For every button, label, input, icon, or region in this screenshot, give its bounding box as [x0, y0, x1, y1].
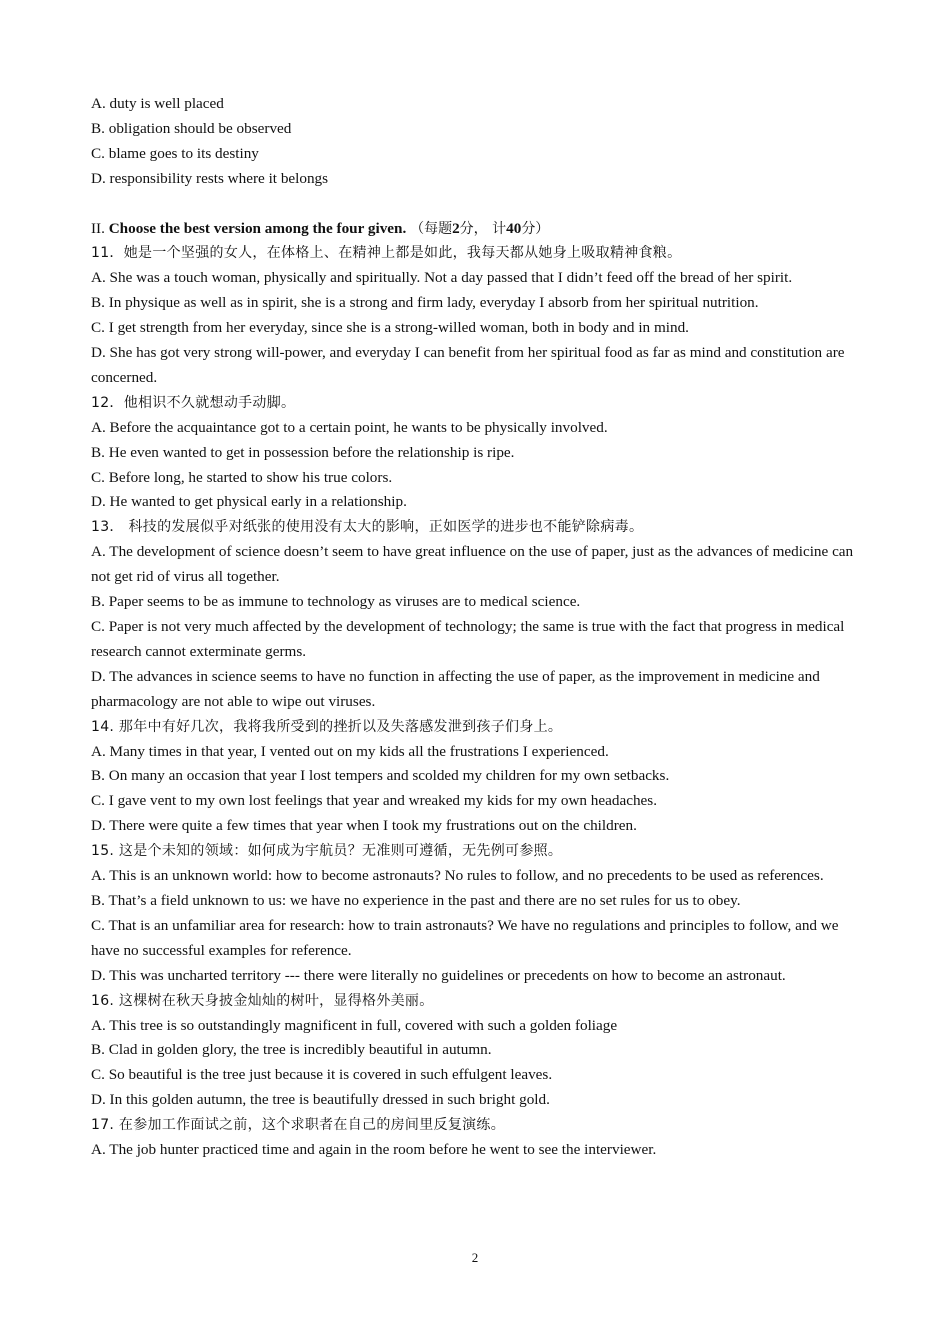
question-prompt: 16. 这棵树在秋天身披金灿灿的树叶，显得格外美丽。: [91, 992, 434, 1009]
option-a: A. duty is well placed: [91, 95, 224, 112]
answer-option: C. So beautiful is the tree just because it is covered in such effulgent leaves.: [91, 1066, 553, 1084]
answer-option: B. On many an occasion that year I lost tempers and scolded my children for my own setbacks.: [91, 767, 670, 785]
answer-option: A. The job hunter practiced time and again in the room before he went to see the interviewer.: [91, 1141, 657, 1159]
answer-option: C. I get strength from her everyday, since she is a strong-willed woman, both in body and in mind.: [91, 319, 689, 337]
option-c: C. blame goes to its destiny: [91, 144, 259, 162]
section-title: Choose the best version among the four given.: [108, 219, 407, 237]
answer-option: D. The advances in science seems to have no function in affecting the use of paper, as the improvement in medicine and pharmacology are not able to wipe out viruses.: [91, 667, 820, 710]
question-prompt: 12．他相识不久就想动手动脚。: [91, 394, 296, 411]
option-b: B. obligation should be observed: [91, 119, 292, 137]
question-16: [91, 989, 861, 1114]
answer-option: D. He wanted to get physical early in a relationship.: [91, 493, 407, 511]
question-prompt: 15. 这是个未知的领域：如何成为宇航员？无准则可遵循，无先例可参照。: [91, 843, 563, 860]
answer-option: B. Paper seems to be as immune to technology as viruses are to medical science.: [91, 593, 581, 611]
question-14: [91, 715, 861, 840]
answer-option: A. The development of science doesn’t seem to have great influence on the use of paper, just as the advances of medicine can not get rid of virus all together.: [91, 543, 854, 586]
answer-option: B. He even wanted to get in possession before the relationship is ripe.: [91, 443, 515, 461]
question-17: [91, 1113, 861, 1163]
question-prompt: 13． 科技的发展似乎对纸张的使用没有太大的影响，正如医学的进步也不能铲除病毒。: [91, 519, 644, 536]
answer-option: A. Many times in that year, I vented out on my kids all the frustrations I experienced.: [91, 742, 609, 760]
answer-option: C. Paper is not very much affected by the development of technology; the same is true with the fact that progress in medical research cannot exterminate germs.: [91, 618, 845, 660]
question-prompt: 17. 在参加工作面试之前，这个求职者在自己的房间里反复演练。: [91, 1117, 506, 1134]
section-score: （每题2分， 计40分）: [410, 219, 550, 237]
answer-option: A. She was a touch woman, physically and spiritually. Not a day passed that I didn’t feed off the bread of her spirit.: [91, 269, 793, 287]
question-12: [91, 391, 861, 516]
answer-option: C. I gave vent to my own lost feelings that year and wreaked my kids for my own headaches.: [91, 792, 658, 810]
answer-option: A. This tree is so outstandingly magnificent in full, covered with such a golden foliage: [91, 1016, 618, 1034]
answer-option: B. In physique as well as in spirit, she is a strong and firm lady, everyday I absorb from her spiritual nutrition.: [91, 294, 759, 312]
option-d: D. responsibility rests where it belongs: [91, 169, 329, 187]
answer-option: A. Before the acquaintance got to a certain point, he wants to be physically involved.: [91, 418, 608, 436]
answer-option: D. She has got very strong will-power, and everyday I can benefit from her spiritual food as far as mind and constitution are concerned.: [91, 344, 845, 386]
question-prompt: 11．她是一个坚强的女人，在体格上、在精神上都是如此，我每天都从她身上吸取精神食粮。: [91, 245, 682, 262]
answer-option: D. There were quite a few times that year when I took my frustrations out on the children.: [91, 817, 637, 835]
question-11: [91, 241, 861, 390]
section-number: II.: [91, 219, 105, 237]
answer-option: D. This was uncharted territory --- there were literally no guidelines or precedents on how to become an astronaut.: [91, 966, 786, 984]
answer-option: D. In this golden autumn, the tree is beautifully dressed in such bright gold.: [91, 1091, 550, 1109]
answer-option: C. That is an unfamiliar area for research: how to train astronauts? We have no regulations and principles to follow, and we have no successful examples for reference.: [91, 916, 839, 959]
question-prompt: 14. 那年中有好几次，我将我所受到的挫折以及失落感发泄到孩子们身上。: [91, 718, 563, 735]
question-15: [91, 839, 861, 988]
document-page: [91, 92, 861, 1163]
spacer: [91, 192, 861, 217]
answer-option: B. That’s a field unknown to us: we have no experience in the past and there are no set rules for us to obey.: [91, 891, 741, 909]
section-heading: [91, 217, 861, 242]
top-option-list: [91, 92, 861, 192]
answer-option: C. Before long, he started to show his true colors.: [91, 468, 393, 486]
question-13: [91, 515, 861, 714]
page-number: 2: [471, 1250, 479, 1265]
answer-option: A. This is an unknown world: how to become astronauts? No rules to follow, and no precedents to be used as references.: [91, 867, 824, 885]
answer-option: B. Clad in golden glory, the tree is incredibly beautiful in autumn.: [91, 1041, 492, 1059]
